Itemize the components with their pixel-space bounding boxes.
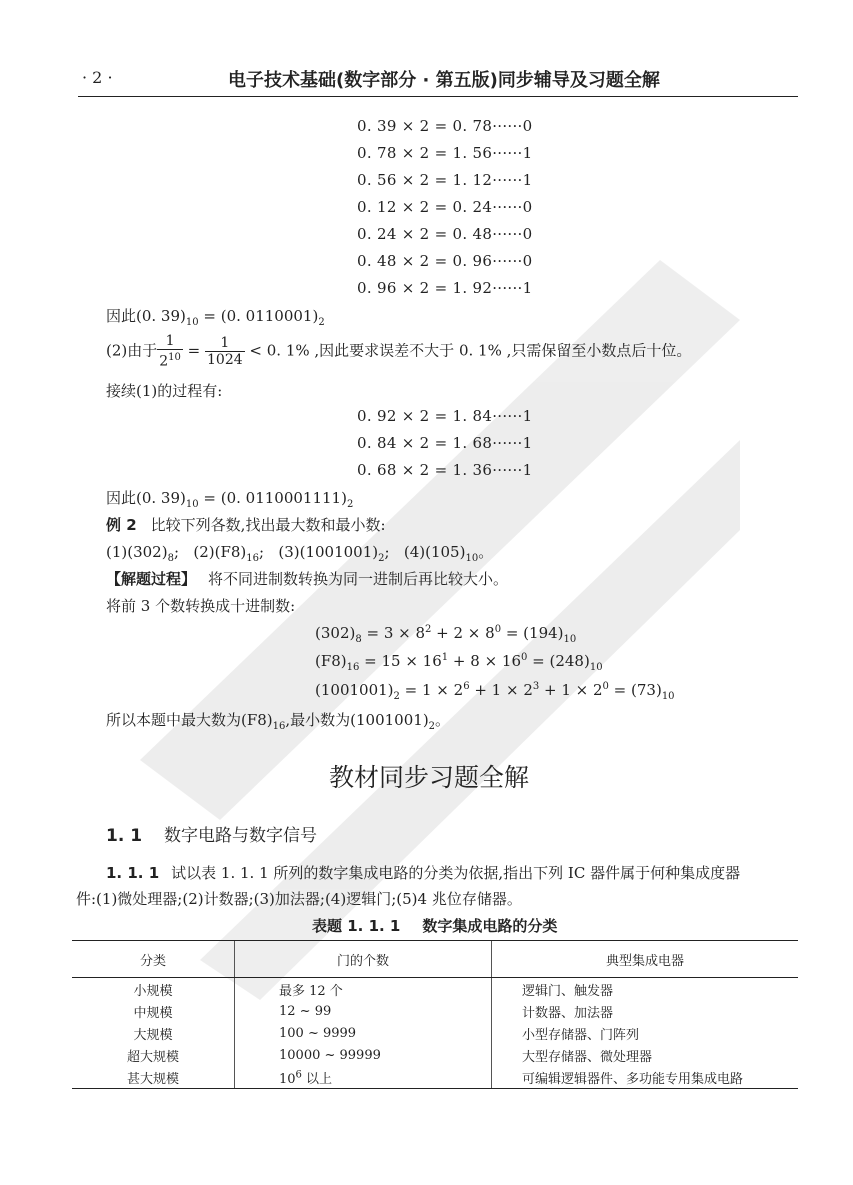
continue-text: 接续(1)的过程有: <box>106 382 223 400</box>
calc-line: 0. 24 × 2 = 0. 48······0 <box>357 225 533 243</box>
classification-table <box>72 940 798 1089</box>
calc-line: 0. 68 × 2 = 1. 36······1 <box>357 461 533 479</box>
result-line-2: 因此(0. $39)_{10} = (0$. $0110001111)_2$ <box>106 489 354 510</box>
calc-line: 0. 96 × 2 = 1. 92······1 <box>357 279 533 297</box>
table-cell: 计数器、加法器 <box>492 1000 799 1022</box>
table-cell: 逻辑门、触发器 <box>492 978 799 1001</box>
table-cell: 大型存储器、微处理器 <box>492 1044 799 1066</box>
calc-line: 0. 12 × 2 = 0. 24······0 <box>357 198 533 216</box>
table-header: 典型集成电器 <box>492 941 799 978</box>
calc-line: 0. 56 × 2 = 1. 12······1 <box>357 171 533 189</box>
table-header: 门的个数 <box>235 941 492 978</box>
equation-3: $(1001001)_2 = 1 \times 2^6 + 1 \times 2^3 + 1 \times 2^0 = (73)_{10}$ <box>315 681 675 702</box>
solution-line: 【解题过程】 将不同进制数转换为同一进制后再比较大小。 <box>106 570 509 588</box>
conclusion-line: 所以本题中最大数为$(F8)_{16}$,最小数为$(1001001)_2$。 <box>106 711 451 732</box>
subsection-heading: 1. 1 数字电路与数字信号 <box>106 826 318 846</box>
table-row <box>72 1022 798 1044</box>
example-2: 例 2 比较下列各数,找出最大数和最小数: <box>106 516 386 534</box>
equation-2: $(F8)_{16} = 15 \times 16^1 + 8 \times 16^0 = (248)_{10}$ <box>315 652 603 673</box>
fraction: $\frac{1}{2^{10}}$ <box>159 333 181 370</box>
calc-line: 0. 92 × 2 = 1. 84······1 <box>357 407 533 425</box>
table-caption: 表题 1. 1. 1 数字集成电路的分类 <box>312 917 558 935</box>
calc-line: 0. 84 × 2 = 1. 68······1 <box>357 434 533 452</box>
table-row <box>72 978 798 1001</box>
calc-line: 0. 48 × 2 = 0. 96······0 <box>357 252 533 270</box>
table-header-row <box>72 941 798 978</box>
table-row <box>72 1066 798 1089</box>
page-number: · 2 · <box>82 68 113 87</box>
exercise-line-2: 件:(1)微处理器;(2)计数器;(3)加法器;(4)逻辑门;(5)4 兆位存储器。 <box>76 890 522 908</box>
example-items: $(1)(302)_8$; $(2)(F8)_{16}$; $(3)(1001001)_2$; $(4)(105)_{10}$。 <box>106 543 494 564</box>
table-cell: 中规模 <box>133 1005 173 1021</box>
table-cell: 12 ~ 99 <box>235 1000 492 1022</box>
table-cell: 大规模 <box>133 1027 173 1043</box>
table-row <box>72 1044 798 1066</box>
table-header: 分类 <box>72 941 235 978</box>
calc-line: 0. 39 × 2 = 0. 78······0 <box>357 117 533 135</box>
table-cell: 可编辑逻辑器件、多功能专用集成电路 <box>492 1066 799 1089</box>
fraction: $\frac{1}{1024}$ <box>207 334 243 368</box>
convert-text: 将前 3 个数转换成十进制数: <box>106 597 296 615</box>
table-cell: 最多 12 个 <box>235 978 492 1001</box>
table-row <box>72 1000 798 1022</box>
section-title: 教材同步习题全解 <box>329 763 530 792</box>
part2-line: (2)由于 $\frac{1}{2^{10}}$ = $\frac{1}{1024}$ < 0. 1% ,因此要求误差不大于 0. 1% ,只需保留至小数点后十位。 <box>106 333 692 370</box>
calc-line: 0. 78 × 2 = 1. 56······1 <box>357 144 533 162</box>
table-cell: 超大规模 <box>126 1049 179 1065</box>
table-cell: $10^6$ 以上 <box>235 1066 492 1089</box>
running-header-title: 电子技术基础(数字部分 · 第五版)同步辅导及习题全解 <box>228 70 660 91</box>
header-rule <box>78 96 798 97</box>
table-cell: 小型存储器、门阵列 <box>492 1022 799 1044</box>
exercise-line-1: 1. 1. 1 试以表 1. 1. 1 所列的数字集成电路的分类为依据,指出下列 IC 器件属于何种集成度器 <box>106 864 741 882</box>
table-cell: 10000 ~ 99999 <box>235 1044 492 1066</box>
result-line-1: 因此(0. $39)_{10} = (0$. $0110001)_2$ <box>106 307 325 328</box>
table-cell: 甚大规模 <box>72 1066 235 1089</box>
equation-1: $(302)_8 = 3 \times 8^2 + 2 \times 8^0 = (194)_{10}$ <box>315 624 577 645</box>
table-cell: 小规模 <box>133 983 173 999</box>
table-cell: 100 ~ 9999 <box>235 1022 492 1044</box>
